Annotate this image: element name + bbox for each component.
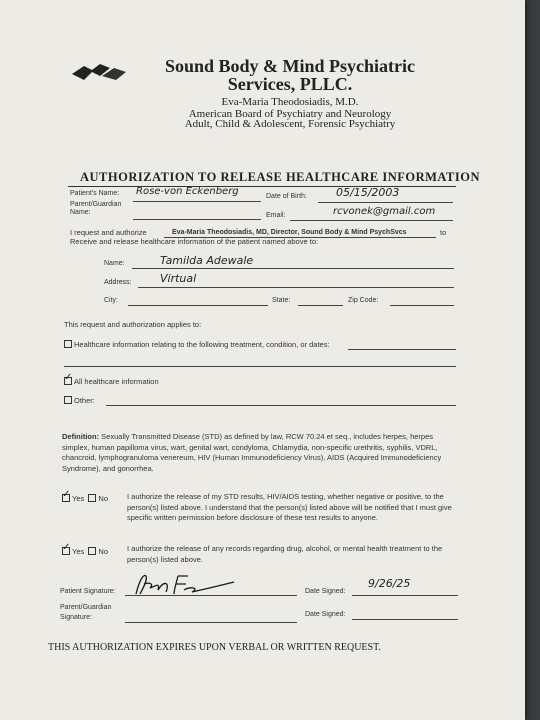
request-text: I request and authorize (70, 228, 147, 237)
date-signed-value[interactable]: 9/26/25 (368, 577, 411, 590)
auth2-yes-no[interactable] (62, 542, 109, 557)
applies-text: This request and authorization applies to: (64, 320, 202, 329)
option-other[interactable] (64, 396, 95, 406)
specialty: Adult, Child & Adolescent, Forensic Psychiatry (184, 118, 396, 130)
dob-value[interactable]: 05/15/2003 (336, 186, 400, 199)
authorized-party: Eva-Maria Theodosiadis, MD, Director, Sound Body & Mind PsychSvcs (172, 229, 407, 236)
guardian-signature-label-2: Signature: (60, 614, 92, 621)
auth2-no-label: No (98, 547, 109, 556)
dob-line (318, 202, 453, 203)
auth1-no-checkbox[interactable] (88, 494, 96, 502)
option-all[interactable] (64, 372, 159, 387)
guardian-date-signed-label: Date Signed: (305, 611, 346, 618)
guardian-signature-line (125, 622, 297, 623)
auth2-yes-checkbox-checked[interactable]: ✓ (62, 542, 71, 553)
patient-name-label: Patient's Name: (70, 190, 120, 197)
address-value[interactable]: Virtual (160, 272, 197, 285)
condition-checkbox[interactable] (64, 340, 72, 348)
board-certification: American Board of Psychiatry and Neurology (188, 108, 392, 120)
state-label: State: (272, 297, 291, 304)
email-line (290, 220, 453, 221)
auth2-no-checkbox[interactable] (88, 547, 96, 555)
date-signed-label: Date Signed: (305, 588, 346, 595)
definition-text: Sexually Transmitted Disease (STD) as defined by law, RCW 70.24 et seq., includes herpes, herpes simplex, human papilloma virus, wart, genital wart, condyloma, Chlamydia, non-specific urethritis, syphilis, VDRL, chancroid, lymphogranuloma venereum, HIV (Human Immunodeficiency Virus), AIDS (Acquired Immunodeficiency Syndrome), and gonorrhea. (62, 432, 442, 473)
address-line (138, 287, 454, 288)
patient-name-line (133, 201, 261, 202)
parent-name-label-2: Name: (70, 209, 91, 216)
date-signed-line (352, 595, 458, 596)
all-checkbox-checked[interactable]: ✓ (64, 372, 73, 383)
guardian-signature-label-1: Parent/Guardian (60, 604, 112, 611)
auth1-no-label: No (98, 494, 109, 503)
city-line (128, 305, 268, 306)
auth1-yes-label: Yes (72, 494, 85, 503)
recipient-name-line (132, 268, 454, 269)
option-other-label: Other: (74, 396, 95, 405)
recipient-name-label: Name: (104, 260, 125, 267)
patient-name-value[interactable]: Rose-von Eckenberg (136, 186, 239, 197)
auth1-yes-checkbox-checked[interactable]: ✓ (62, 489, 71, 500)
patient-signature-label: Patient Signature: (60, 588, 116, 595)
condition-line-1 (348, 349, 456, 350)
zip-line (390, 305, 454, 306)
city-label: City: (104, 297, 118, 304)
option-condition[interactable] (64, 340, 330, 350)
option-all-label: All healthcare information (74, 377, 159, 386)
option-condition-label: Healthcare information relating to the following treatment, condition, or dates: (74, 340, 330, 349)
patient-signature[interactable] (130, 570, 240, 603)
guardian-date-signed-line (352, 619, 458, 620)
parent-name-label-1: Parent/Guardian (70, 201, 122, 208)
other-checkbox[interactable] (64, 396, 72, 404)
doctor-name: Eva-Maria Theodosiadis, M.D. (221, 96, 359, 108)
recipient-name-value[interactable]: Tamilda Adewale (160, 254, 254, 267)
auth1-text: I authorize the release of my STD results, HIV/AIDS testing, whether negative or positive, to the person(s) listed above. I understand that the person(s) listed above will be notified that I must give specific written permission before disclosure of these test results to anyone. (127, 492, 452, 522)
auth1-yes-no[interactable] (62, 489, 109, 504)
form-heading: AUTHORIZATION TO RELEASE HEALTHCARE INFORMATION (80, 170, 480, 184)
address-label: Address: (104, 279, 132, 286)
practice-name-line1: Sound Body & Mind Psychiatric (164, 56, 416, 76)
email-label: Email: (266, 212, 286, 219)
dob-label: Date of Birth: (266, 193, 307, 200)
other-line (106, 405, 456, 406)
hands-logo-icon (70, 60, 130, 89)
parent-name-line (133, 219, 261, 220)
zip-label: Zip Code: (348, 297, 379, 304)
expiration-notice: THIS AUTHORIZATION EXPIRES UPON VERBAL OR WRITTEN REQUEST. (48, 642, 381, 653)
email-value[interactable]: rcvonek@gmail.com (333, 206, 436, 217)
definition-label: Definition: (62, 432, 100, 441)
condition-line-2 (64, 366, 456, 367)
auth2-text: I authorize the release of any records regarding drug, alcohol, or mental health treatment to the person(s) listed above. (127, 544, 443, 564)
auth2-yes-label: Yes (72, 547, 85, 556)
practice-name-line2: Services, PLLC. (227, 74, 353, 94)
patient-signature-line (125, 595, 297, 596)
definition-paragraph (62, 432, 462, 474)
receive-text: Receive and release healthcare information of the patient named above to: (70, 237, 319, 246)
state-line (298, 305, 343, 306)
to-text: to (440, 228, 447, 237)
